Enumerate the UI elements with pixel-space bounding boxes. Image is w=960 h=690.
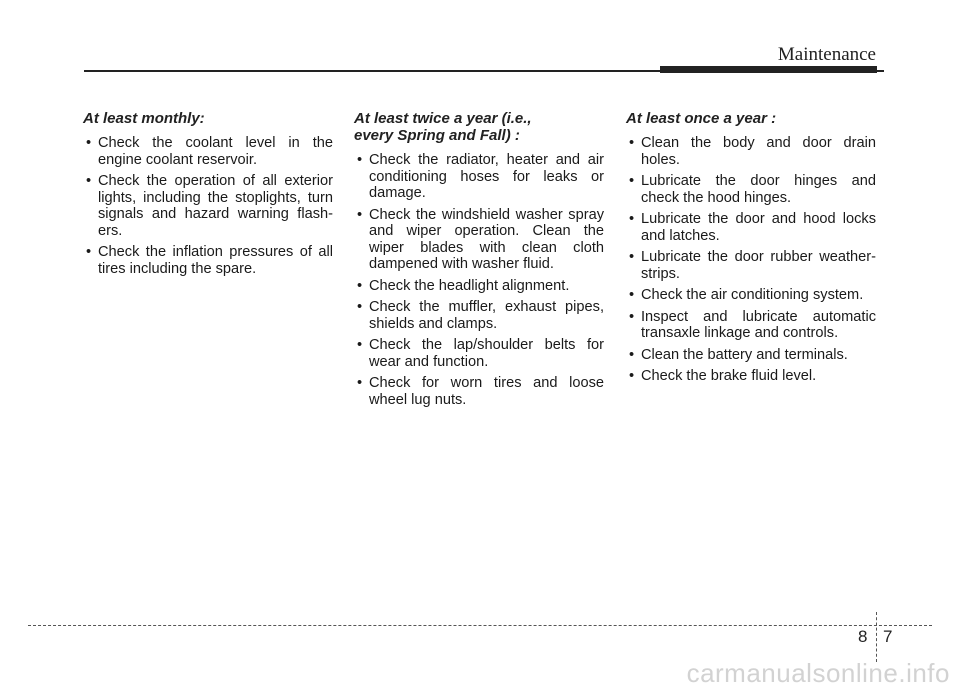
list-item: • Check the radiator, heater and air conditioning hoses for leaks or damage. <box>357 152 604 201</box>
list-item: • Check the coolant level in the engine coolant reservoir. <box>86 135 333 168</box>
list-item: • Check the operation of all exterior lights, including the stoplights, turn signals and hazard warning flash-ers. <box>86 173 333 239</box>
bullet-icon: • <box>357 299 363 315</box>
list-item: • Clean the battery and terminals. <box>629 346 848 363</box>
bullet-icon: • <box>629 287 635 303</box>
list-item: • Check the inflation pressures of all tires including the spare. <box>86 244 333 277</box>
checklist <box>626 135 876 385</box>
bullet-icon: • <box>86 173 92 189</box>
page-number: 7 <box>883 627 893 646</box>
list-item: • Check the windshield washer spray and wiper operation. Clean the wiper blades with clean cloth dampened with washer fluid. <box>357 206 604 272</box>
list-item: • Lubricate the door hinges and check the hood hinges. <box>629 173 876 206</box>
chapter-number: 8 <box>858 627 868 646</box>
checklist <box>354 152 604 408</box>
bullet-icon: • <box>629 368 635 384</box>
column-once-a-year <box>626 110 876 390</box>
list-item: • Check the muffler, exhaust pipes, shields and clamps. <box>357 299 604 332</box>
list-item: • Check the headlight alignment. <box>357 277 570 294</box>
column-monthly <box>83 110 333 282</box>
bullet-icon: • <box>86 135 92 151</box>
bullet-icon: • <box>357 277 363 294</box>
list-item: • Lubricate the door and hood locks and latches. <box>629 211 876 244</box>
column-heading: At least once a year : <box>626 110 777 127</box>
list-item: • Clean the body and door drain holes. <box>629 135 876 168</box>
column-heading: At least twice a year (i.e., every Spring and Fall) : <box>354 110 532 144</box>
column-twice-a-year <box>354 110 604 413</box>
list-item: • Check the air conditioning system. <box>629 287 864 303</box>
page-number-divider <box>876 612 877 662</box>
bullet-icon: • <box>86 244 92 260</box>
list-item: • Check the lap/shoulder belts for wear and function. <box>357 337 604 370</box>
bullet-icon: • <box>629 211 635 227</box>
list-item: • Check for worn tires and loose wheel lug nuts. <box>357 375 604 408</box>
bullet-icon: • <box>629 173 635 189</box>
watermark: carmanualsonline.info <box>686 658 950 688</box>
footer-divider <box>28 625 932 626</box>
bullet-icon: • <box>629 135 635 151</box>
bullet-icon: • <box>357 337 363 353</box>
bullet-icon: • <box>357 375 363 391</box>
bullet-icon: • <box>629 249 635 265</box>
checklist <box>83 135 333 277</box>
bullet-icon: • <box>357 206 363 223</box>
bullet-icon: • <box>629 308 635 325</box>
list-item: • Check the brake fluid level. <box>629 368 817 384</box>
list-item: • Inspect and lubricate automatic transaxle linkage and controls. <box>629 308 876 341</box>
header-rule-accent <box>660 66 877 73</box>
bullet-icon: • <box>629 346 635 363</box>
column-heading: At least monthly: <box>83 110 205 127</box>
list-item: • Lubricate the door rubber weather-strips. <box>629 249 876 282</box>
bullet-icon: • <box>357 152 363 168</box>
section-title: Maintenance <box>777 44 876 65</box>
